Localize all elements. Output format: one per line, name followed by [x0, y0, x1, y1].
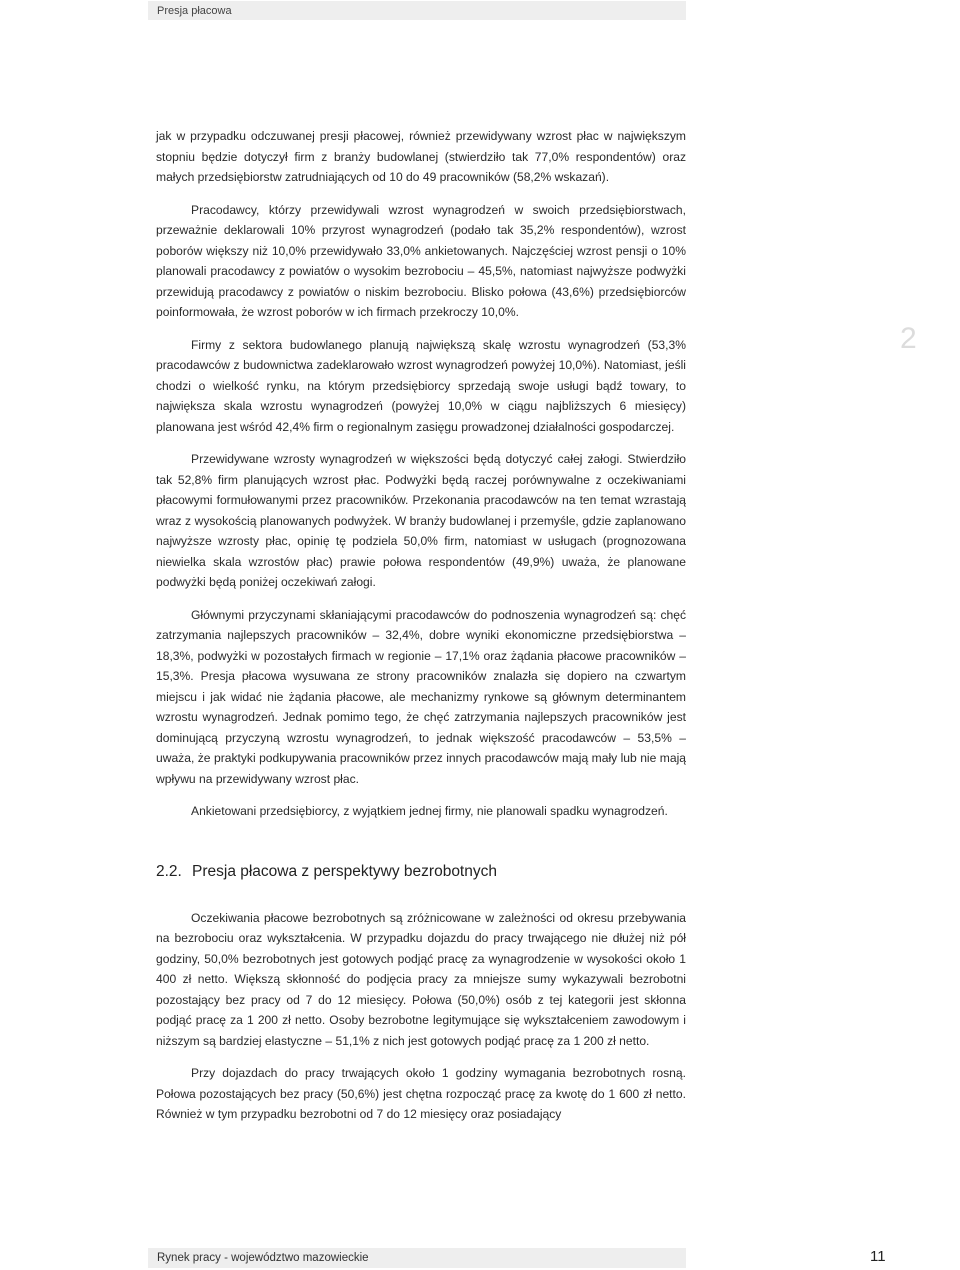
running-header-title: Presja płacowa [157, 5, 232, 17]
body-paragraph: Przewidywane wzrosty wynagrodzeń w większości będą dotyczyć całej załogi. Stwierdziło tak 52,8% firm planujących wzrost płac. Podwyżki będą raczej porównywalne z oczekiwaniami płacowymi formułowanymi przez pracowników. Przekonania pracodawców na ten temat wzrastają wraz z wysokością planowanych podwyżek. W branży budowlanej i przemyśle, gdzie zaplanowano najwyższe wzrosty płac, opinię tę podziela 50,0% firm, natomiast w usługach (prognozowana niewielka skala wzrostów płac) prawie połowa respondentów (49,9%) uważa, że planowane podwyżki będą poniżej oczekiwań załogi. [156, 452, 686, 589]
page-number: 11 [870, 1248, 886, 1265]
page-body [156, 126, 686, 1125]
body-paragraph: Pracodawcy, którzy przewidywali wzrost wynagrodzeń w swoich przedsiębiorstwach, przeważnie deklarowali 10% przyrost wynagrodzeń (podało tak 35,2% respondentów), wzrost poborów większy niż 10,0% przewidywało 33,0% ankietowanych. Najczęściej wzrost pensji o 10% planowali pracodawcy z powiatów o wysokim bezrobociu – 45,5%, natomiast najwyższe podwyżki przewidują pracodawcy z powiatów o niskim bezrobociu. Blisko połowa (43,6%) przedsiębiorców poinformowała, że wzrost poborów w ich firmach przekroczy 10,0%. [156, 202, 686, 319]
section-number: 2.2. [156, 862, 182, 880]
section-title: Presja płacowa z perspektywy bezrobotnych [192, 862, 497, 880]
body-paragraph: Przy dojazdach do pracy trwających około 1 godziny wymagania bezrobotnych rosną. Połowa pozostających bez pracy (50,6%) jest chętna rozpocząć pracę za kwotę do 1 600 zł netto. Również w tym przypadku bezrobotni od 7 do 12 miesięcy oraz posiadający [156, 1066, 686, 1121]
body-paragraph: Głównymi przyczynami skłaniającymi pracodawców do podnoszenia wynagrodzeń są: chęć zatrzymania najlepszych pracowników – 32,4%, dobre wyniki ekonomiczne przedsiębiorstwa –18,3%, podwyżki w pozostałych firmach w regionie – 17,1% oraz żądania płacowe pracowników – 15,3%. Presja płacowa wysuwana ze strony pracowników znalazła się dopiero na czwartym miejscu i jak widać nie żądania płacowe, ale mechanizmy rynkowe są głównym determinantem wzrostu wynagrodzeń. Jednak pomimo tego, że chęć zatrzymania najlepszych pracowników jest dominującą przyczyną wzrostu wynagrodzeń, to jednak większość pracodawców – 53,5% – uważa, że praktyki podkupywania pracowników przez innych pracodawców mają mały lub nie mają wpływu na przewidywany wzrost płac. [156, 607, 686, 786]
body-paragraph: jak w przypadku odczuwanej presji płacowej, również przewidywany wzrost płac w największym stopniu będzie dotyczył firm z branży budowlanej (stwierdziło tak 77,0% respondentów) oraz małych przedsiębiorstw zatrudniających od 10 do 49 pracowników (58,2% wskazań). [156, 129, 686, 184]
section-heading [156, 862, 686, 882]
running-footer [148, 1248, 686, 1268]
running-header [148, 1, 686, 20]
chapter-number: 2 [900, 322, 917, 355]
body-paragraph: Firmy z sektora budowlanego planują największą skalę wzrostu wynagrodzeń (53,3% pracodawców z budownictwa zadeklarowało wzrost wynagrodzeń powyżej 10,0%). Natomiast, jeśli chodzi o wielkość rynku, na którym przedsiębiorcy sprzedają swoje usługi bądź towary, to największa skala wzrostu wynagrodzeń (powyżej 10,0% w ciągu najbliższych 6 miesięcy) planowana jest wśród 42,4% firm o regionalnym zasięgu prowadzonej działalności gospodarczej. [156, 337, 686, 434]
body-paragraph: Ankietowani przedsiębiorcy, z wyjątkiem jednej firmy, nie planowali spadku wynagrodzeń. [191, 804, 668, 818]
body-paragraph: Oczekiwania płacowe bezrobotnych są zróżnicowane w zależności od okresu przebywania na bezrobociu oraz wykształcenia. W przypadku dojazdu do pracy trwającego nie dłużej niż pół godziny, 50,0% bezrobotnych jest gotowych podjąć pracę za wynagrodzenie w wysokości około 1 400 zł netto. Większą skłonność do podjęcia pracy za mniejsze sumy wykazywali bezrobotni pozostający bez pracy od 7 do 12 miesięcy. Połowa (50,0%) osób z tej kategorii jest skłonna podjąć pracę za 1 200 zł netto. Osoby bezrobotne legitymujące się wykształceniem zawodowym i niższym są bardziej elastyczne – 51,1% z nich jest gotowych podjąć pracę za 1 200 zł netto. [156, 910, 686, 1048]
running-footer-title: Rynek pracy - województwo mazowieckie [157, 1252, 369, 1264]
